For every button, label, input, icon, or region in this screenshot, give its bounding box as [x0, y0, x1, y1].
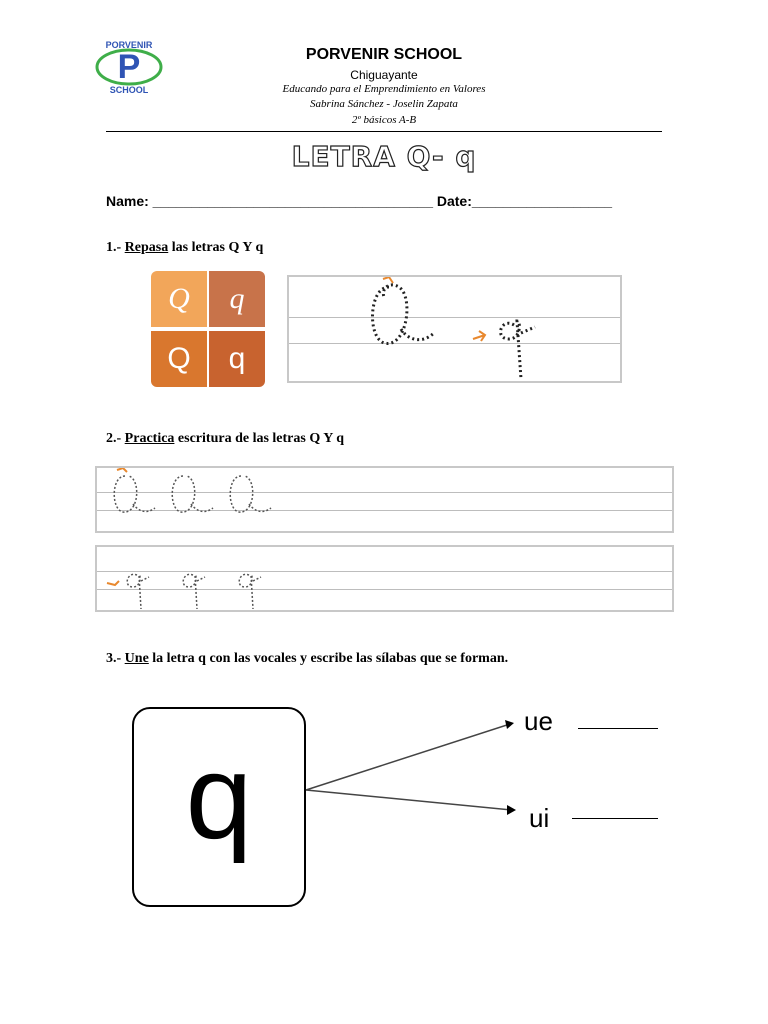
tile-cursive-upper: Q — [151, 271, 207, 327]
instruction-text: escritura de las letras Q Y q — [177, 431, 345, 446]
big-letter-q: q — [185, 730, 253, 864]
syllable-ui: ui — [529, 803, 550, 833]
instruction-text: la letra q con las vocales y escribe las sílabas que se forman. — [152, 651, 509, 666]
answer-line-2[interactable] — [572, 818, 658, 819]
logo-letter: P — [117, 48, 141, 86]
school-name: PORVENIR SCHOOL — [305, 46, 463, 63]
motto: Educando para el Emprendimiento en Valores — [282, 83, 486, 95]
logo-top-text: PORVENIR — [105, 40, 153, 50]
tile-print-lower: q — [209, 331, 265, 387]
instruction-text: las letras Q Y q — [171, 240, 264, 255]
instruction-verb: Repasa — [124, 240, 169, 255]
instruction-verb: Une — [124, 651, 149, 666]
instruction-number: 3.- — [106, 651, 122, 666]
logo-bottom-text: SCHOOL — [109, 85, 149, 95]
worksheet-title: LETRA Q- q — [291, 140, 477, 173]
grade: 2º básicos A-B — [351, 114, 417, 126]
teachers: Sabrina Sánchez - Joselin Zapata — [310, 98, 458, 110]
city: Chiguayante — [350, 68, 418, 82]
tile-cursive-lower: q — [209, 271, 265, 327]
answer-line-1[interactable] — [578, 728, 658, 729]
instruction-verb: Practica — [124, 431, 175, 446]
instruction-number: 1.- — [106, 240, 122, 255]
name-date-field[interactable]: Name: ____________________________________ Date:__________________ — [106, 193, 613, 209]
instruction-number: 2.- — [106, 431, 122, 446]
tile-print-upper: Q — [151, 331, 207, 387]
syllable-ue: ue — [524, 706, 553, 736]
